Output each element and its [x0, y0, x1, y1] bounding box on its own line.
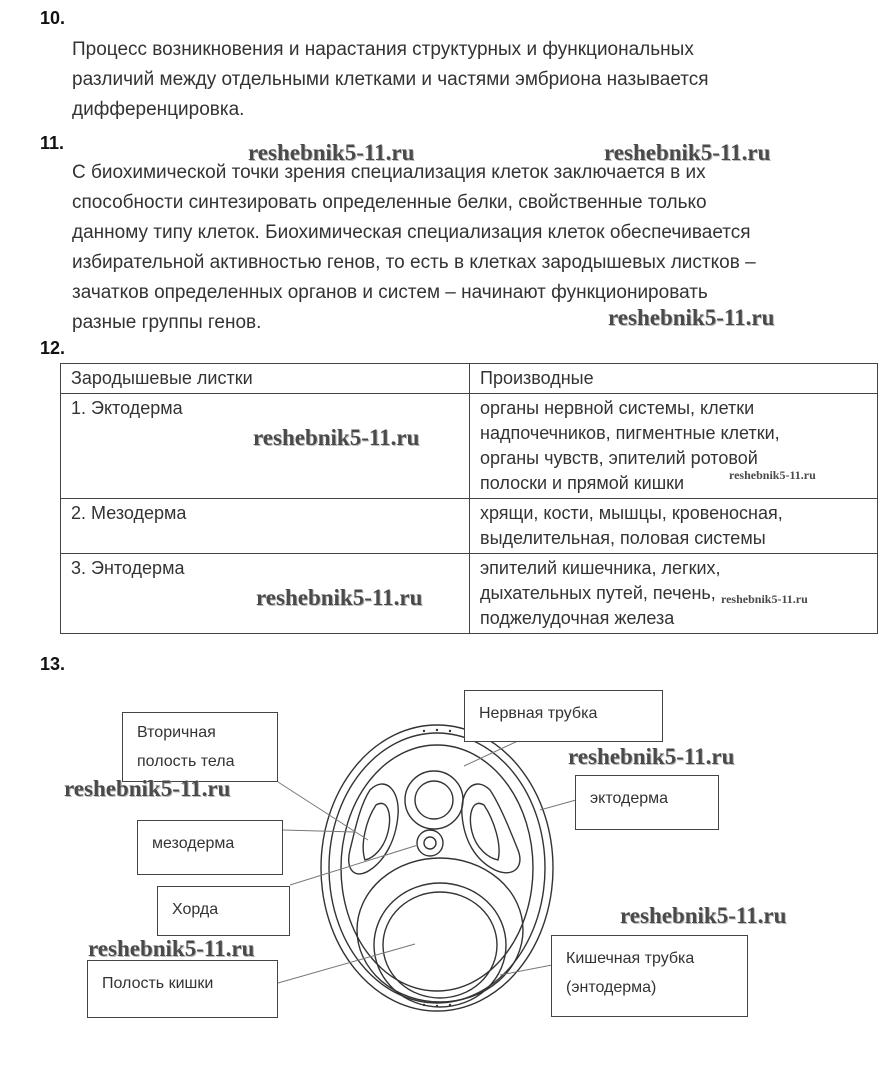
label-ectoderm: эктодерма: [575, 775, 719, 830]
watermark: reshebnik5-11.ru: [248, 140, 415, 165]
question-12-number: 12.: [40, 338, 66, 358]
derivatives-cell: [470, 499, 878, 554]
derivative-line: поджелудочная железа: [480, 608, 675, 628]
watermark: reshebnik5-11.ru: [620, 903, 787, 928]
watermark: reshebnik5-11.ru: [88, 936, 255, 961]
label-gut-cavity: Полость кишки: [87, 960, 278, 1018]
label-mesoderm: мезодерма: [137, 820, 283, 875]
derivative-line: надпочечников, пигментные клетки,: [480, 423, 780, 443]
watermark: reshebnik5-11.ru: [604, 140, 771, 165]
label-line: Кишечная трубка: [566, 950, 695, 967]
header-derivatives: Производные: [470, 364, 878, 394]
watermark: reshebnik5-11.ru: [729, 468, 816, 482]
table-header-row: [61, 364, 878, 394]
text-line: дифференцировка.: [72, 99, 245, 120]
watermark: reshebnik5-11.ru: [256, 585, 423, 610]
label-neural-tube: Нервная трубка: [464, 690, 663, 742]
label-line: полость тела: [137, 753, 235, 770]
derivative-line: дыхательных путей, печень,: [480, 583, 716, 603]
watermark: reshebnik5-11.ru: [64, 776, 231, 801]
derivative-line: органы чувств, эпителий ротовой: [480, 448, 758, 468]
text-line: данному типу клеток. Биохимическая специализация клеток обеспечивается: [72, 222, 751, 243]
label-line: (энтодерма): [566, 979, 657, 996]
table-row: [61, 499, 878, 554]
derivatives-cell: [470, 394, 878, 499]
text-line: различий между отдельными клетками и частями эмбриона называется: [72, 69, 709, 90]
layer-cell: 3. Энтодерма: [61, 554, 470, 634]
text-line: способности синтезировать определенные белки, свойственные только: [72, 192, 707, 213]
question-13-number: 13.: [40, 654, 66, 674]
text-line: Процесс возникновения и нарастания структурных и функциональных: [72, 39, 694, 60]
header-germ-layers: Зародышевые листки: [61, 364, 470, 394]
derivative-line: полоски и прямой кишки: [480, 473, 685, 493]
text-line: зачатков определенных органов и систем – начинают функционировать: [72, 282, 708, 303]
label-gut-tube: [551, 935, 748, 1017]
text-line: избирательной активностью генов, то есть в клетках зародышевых листков –: [72, 252, 756, 273]
watermark: reshebnik5-11.ru: [253, 425, 420, 450]
label-secondary-cavity: [122, 712, 278, 782]
question-10-text: [72, 35, 872, 125]
derivative-line: органы нервной системы, клетки: [480, 398, 755, 418]
derivative-line: эпителий кишечника, легких,: [480, 558, 721, 578]
question-10-number: 10.: [40, 8, 66, 28]
watermark: reshebnik5-11.ru: [721, 592, 808, 606]
layer-cell: 2. Мезодерма: [61, 499, 470, 554]
derivative-line: выделительная, половая системы: [480, 528, 766, 548]
watermark: reshebnik5-11.ru: [608, 305, 775, 330]
derivatives-cell: [470, 554, 878, 634]
text-line: разные группы генов.: [72, 312, 262, 333]
watermark: reshebnik5-11.ru: [568, 744, 735, 769]
derivative-line: хрящи, кости, мышцы, кровеносная,: [480, 503, 783, 523]
layer-cell: 1. Эктодерма: [61, 394, 470, 499]
label-chord: Хорда: [157, 886, 290, 936]
label-line: Вторичная: [137, 724, 216, 741]
question-11-number: 11.: [40, 133, 65, 153]
text-line: С биохимической точки зрения специализация клеток заключается в их: [72, 162, 706, 183]
